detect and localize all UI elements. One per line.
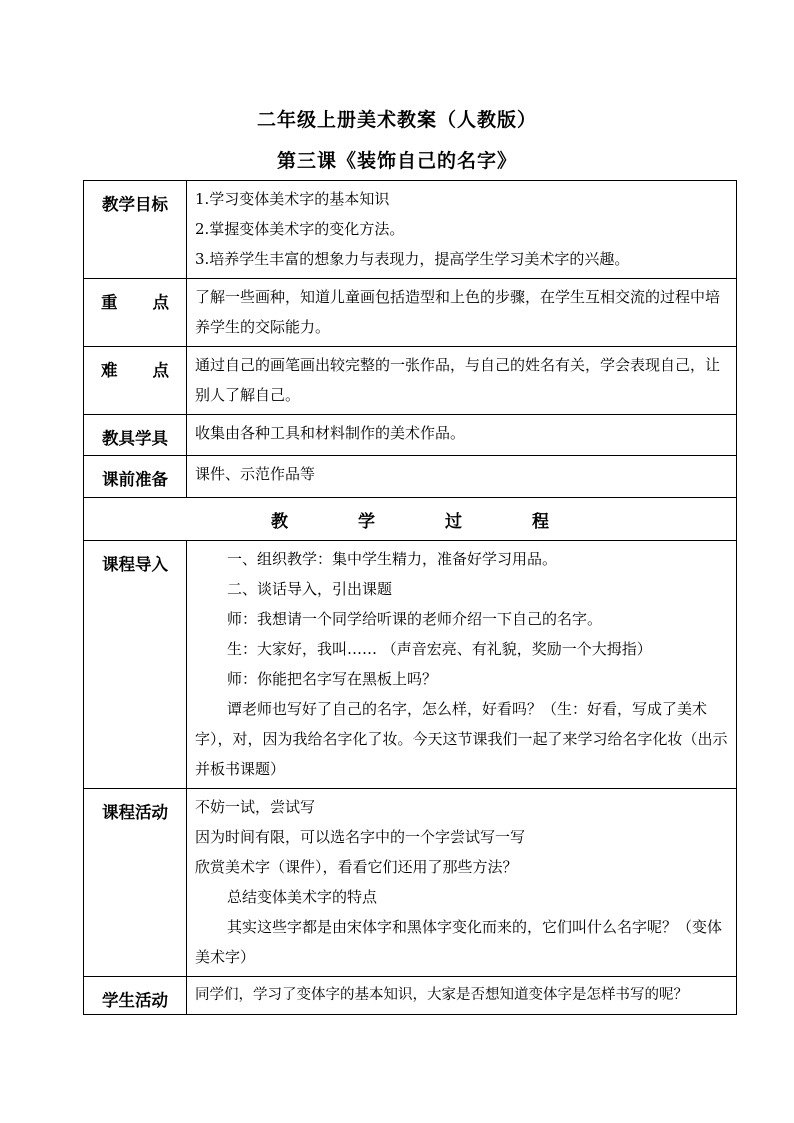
- tools-text: 收集由各种工具和材料制作的美术作品。: [195, 424, 466, 442]
- activity-line: 因为时间有限，可以选名字中的一个字尝试写一写: [195, 828, 526, 846]
- row-key-point: [84, 279, 737, 347]
- student-text: 同学们，学习了变体字的基本知识，大家是否想知道变体字是怎样书写的呢？: [195, 987, 688, 1003]
- goal-line: 2.掌握变体美术字的变化方法。: [195, 220, 405, 238]
- difficulty-text: 通过自己的画笔画出较完整的一张作品，与自己的姓名有关，学会表现自己，让别人了解自己。: [195, 356, 721, 404]
- intro-line: 一、组织教学：集中学生精力，准备好学习用品。: [227, 550, 558, 568]
- label-teaching-goals: 教学目标: [84, 181, 187, 279]
- content-intro: [187, 541, 737, 789]
- content-tools: [187, 415, 737, 456]
- content-activity: [187, 789, 737, 977]
- row-difficulty: [84, 347, 737, 415]
- label-char: 重: [101, 293, 118, 312]
- label-char: 点: [152, 361, 169, 380]
- intro-line: 师：你能把名字写在黑板上吗？: [227, 670, 438, 688]
- label-tools: 教具学具: [84, 415, 187, 456]
- label-student-activity: 学生活动: [84, 977, 187, 1015]
- label-char: 难: [101, 361, 118, 380]
- lesson-title: 第三课《装饰自己的名字》: [276, 150, 517, 172]
- process-char: 学: [358, 511, 375, 532]
- row-prep: [84, 456, 737, 498]
- row-student-activity: [84, 977, 737, 1015]
- label-char: 点: [152, 293, 169, 312]
- content-student-activity: [187, 977, 737, 1015]
- content-key-point: [187, 279, 737, 347]
- activity-line: 其实这些字都是由宋体字和黑体字变化而来的，它们叫什么名字呢？（变体美术字）: [195, 918, 723, 966]
- row-teaching-goals: [84, 181, 737, 279]
- lesson-plan-table: [83, 180, 737, 1015]
- row-tools: [84, 415, 737, 456]
- row-process-header: [84, 498, 737, 541]
- label-difficulty: [84, 347, 187, 415]
- label-activity: 课程活动: [84, 789, 187, 977]
- process-char: 过: [445, 511, 462, 532]
- activity-line: 总结变体美术字的特点: [227, 888, 378, 906]
- row-intro: [84, 541, 737, 789]
- row-activity: [84, 789, 737, 977]
- content-prep: [187, 456, 737, 498]
- process-char: 程: [532, 511, 549, 532]
- label-intro: 课程导入: [84, 541, 187, 789]
- intro-line: 生：大家好，我叫…… （声音宏亮、有礼貌，奖励一个大拇指）: [227, 640, 652, 658]
- content-teaching-goals: [187, 181, 737, 279]
- goal-line: 1.学习变体美术字的基本知识: [195, 190, 390, 208]
- activity-line: 不妨一试，尝试写: [195, 798, 316, 816]
- prep-text: 课件、示范作品等: [195, 465, 316, 483]
- label-prep: 课前准备: [84, 456, 187, 498]
- intro-line: 师：我想请一个同学给听课的老师介绍一下自己的名字。: [227, 610, 603, 628]
- goal-line: 3.培养学生丰富的想象力与表现力，提高学生学习美术字的兴趣。: [195, 250, 630, 268]
- intro-line: 二、谈话导入，引出课题: [227, 580, 393, 598]
- activity-line: 欣赏美术字（课件），看看它们还用了那些方法？: [195, 858, 518, 876]
- process-char: 教: [271, 511, 288, 532]
- content-difficulty: [187, 347, 737, 415]
- label-key-point: [84, 279, 187, 347]
- document-title: 二年级上册美术教案（人教版）: [256, 109, 537, 131]
- key-point-text: 了解一些画种，知道儿童画包括造型和上色的步骤，在学生互相交流的过程中培养学生的交际能力。: [195, 288, 721, 336]
- process-header: [84, 498, 737, 541]
- intro-line: 谭老师也写好了自己的名字，怎么样，好看吗？（生：好看，写成了美术字），对，因为我给名字化了妆。今天这节课我们一起了来学习给名字化妆（出示并板书课题）: [195, 700, 728, 778]
